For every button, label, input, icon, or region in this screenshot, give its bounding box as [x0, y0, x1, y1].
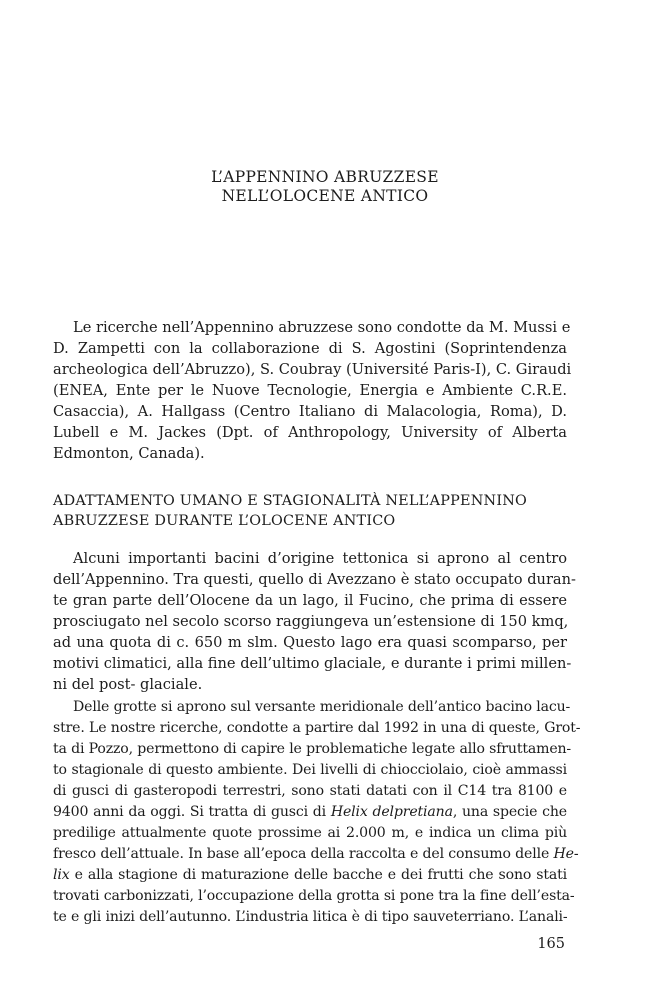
- page-number: 165: [537, 936, 565, 952]
- section-heading-line-2: ABRUZZESE DURANTE L’OLOCENE ANTICO: [53, 513, 396, 529]
- credits-line: (ENEA, Ente per le Nuove Tecnologie, Energia e Ambiente C.R.E.: [53, 382, 567, 399]
- paragraph-line: prosciugato nel secolo scorso raggiungeva un’estensione di 150 kmq,: [53, 613, 569, 630]
- paragraph-line: [53, 801, 567, 823]
- italic-species-name: Helix delpretiana: [330, 804, 453, 820]
- paragraph-line: te gran parte dell’Olocene da un lago, il Fucino, che prima di essere: [53, 592, 567, 609]
- credits-line: D. Zampetti con la collaborazione di S. Agostini (Soprintendenza: [53, 340, 567, 357]
- credits-line: Lubell e M. Jackes (Dpt. of Anthropology, University of Alberta: [53, 424, 567, 441]
- paragraph-line: [53, 864, 567, 886]
- paragraph-line: [53, 843, 579, 865]
- paragraph-text: e alla stagione di maturazione delle bacche e dei frutti che sono stati: [74, 867, 567, 883]
- paragraph-line: stre. Le nostre ricerche, condotte a partire dal 1992 in una di queste, Grot-: [53, 720, 581, 736]
- chapter-title-line-2: NELL’OLOCENE ANTICO: [221, 187, 429, 205]
- paragraph-line: ad una quota di c. 650 m slm. Questo lago era quasi scomparso, per: [53, 634, 567, 651]
- paragraph-text: fresco dell’attuale. In base all’epoca della raccolta e del consumo delle: [53, 846, 550, 862]
- paragraph-line: motivi climatici, alla fine dell’ultimo glaciale, e durante i primi millen-: [53, 655, 572, 672]
- paragraph-line: trovati carbonizzati, l’occupazione della grotta si pone tra la fine dell’esta-: [53, 888, 575, 904]
- paragraph-line: ta di Pozzo, permettono di capire le problematiche legate allo sfruttamen-: [53, 741, 572, 757]
- paragraph-text: , una specie che: [452, 804, 567, 820]
- chapter-title-line-1: L’APPENNINO ABRUZZESE: [211, 168, 439, 186]
- credits-line: Le ricerche nell’Appennino abruzzese sono condotte da M. Mussi e: [73, 319, 571, 336]
- paragraph-text: 9400 anni da oggi. Si tratta di gusci di: [53, 804, 326, 820]
- section-heading-line-1: ADATTAMENTO UMANO E STAGIONALITÀ NELL’APPENNINO: [53, 493, 527, 509]
- paragraph-line: to stagionale di questo ambiente. Dei livelli di chiocciolaio, cioè ammassi: [53, 762, 567, 778]
- paragraph-line: Alcuni importanti bacini d’origine tettonica si aprono al centro: [73, 550, 567, 567]
- italic-genus-name: He-: [553, 846, 579, 862]
- paragraph-line: ni del post- glaciale.: [53, 676, 203, 693]
- credits-line: Casaccia), A. Hallgass (Centro Italiano di Malacologia, Roma), D.: [53, 403, 567, 420]
- paragraph-line: predilige attualmente quote prossime ai 2.000 m, e indica un clima più: [53, 825, 567, 841]
- credits-line: Edmonton, Canada).: [53, 445, 205, 462]
- paragraph-line: di gusci di gasteropodi terrestri, sono stati datati con il C14 tra 8100 e: [53, 783, 567, 799]
- paragraph-line: dell’Appennino. Tra questi, quello di Avezzano è stato occupato duran-: [53, 571, 576, 588]
- italic-genus-name: lix: [53, 867, 70, 883]
- paragraph-line: Delle grotte si aprono sul versante meridionale dell’antico bacino lacu-: [73, 699, 571, 715]
- credits-line: archeologica dell’Abruzzo), S. Coubray (Université Paris-I), C. Giraudi: [53, 361, 572, 378]
- paragraph-line: te e gli inizi dell’autunno. L’industria litica è di tipo sauveterriano. L’anali-: [53, 909, 568, 925]
